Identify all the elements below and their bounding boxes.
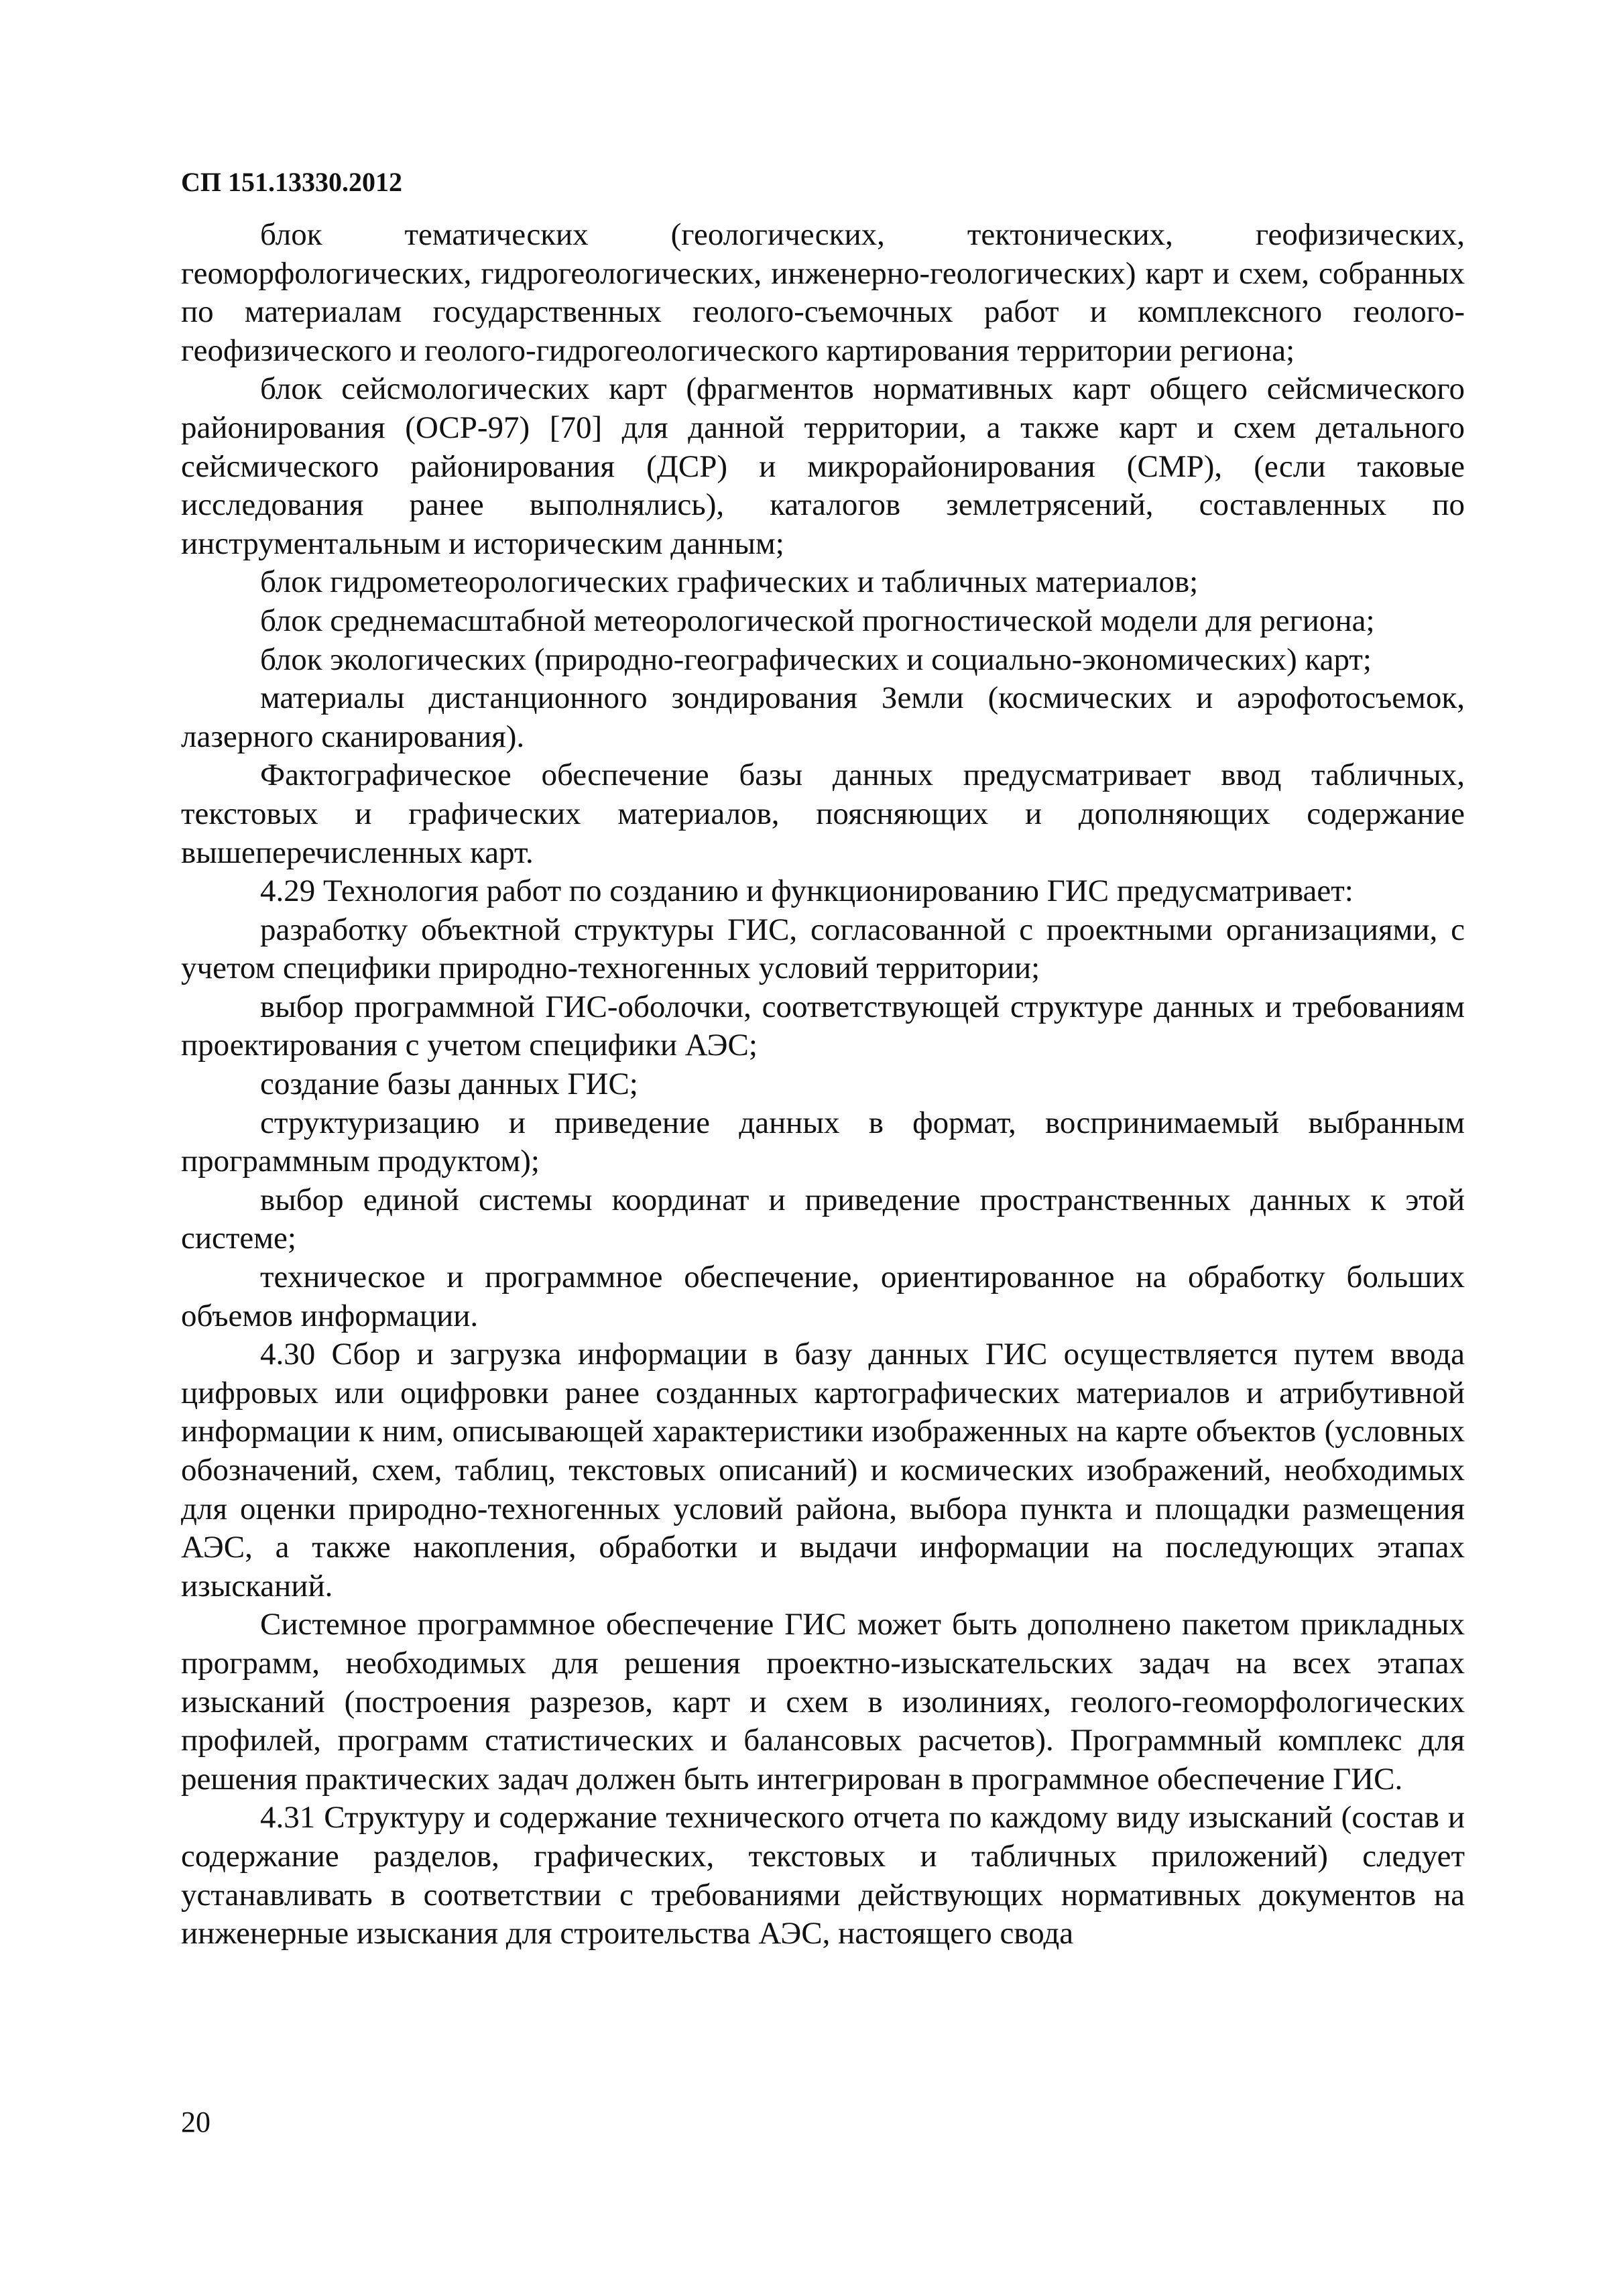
paragraph-system-software: Системное программное обеспечение ГИС может быть дополнено пакетом прикладных программ, необходимых для решения проектно-изыскательских задач на всех этапах изысканий (построения разрезов, карт и схем в изолиниях, геолого-геоморфологических профилей, программ статистических и балансовых расчетов). Программный комплекс для решения практических задач должен быть интегрирован в программное обеспечение ГИС.: [181, 1607, 1465, 1797]
paragraph-section-4-31: 4.31 Структуру и содержание технического отчета по каждому виду изысканий (состав и содержание разделов, графических, текстовых и табличных приложений) следует устанавливать в соответствии с требованиями действующих нормативных документов на инженерные изыскания для строительства АЭС, настоящего свода: [181, 1800, 1465, 1951]
paragraph-ecological-maps-block: блок экологических (природно-географических и социально-экономических) карт;: [260, 642, 1372, 677]
paragraph-factographic-support: Фактографическое обеспечение базы данных предусматривает ввод табличных, текстовых и графических материалов, поясняющих и дополняющих содержание вышеперечисленных карт.: [181, 758, 1465, 870]
paragraph-coordinate-system: выбор единой системы координат и приведение пространственных данных к этой системе;: [181, 1182, 1465, 1256]
paragraph-technical-support: техническое и программное обеспечение, ориентированное на обработку больших объемов информации.: [181, 1260, 1465, 1333]
document-code-header: СП 151.13330.2012: [181, 167, 402, 197]
paragraph-hydrometeorological-block: блок гидрометеорологических графических и табличных материалов;: [260, 564, 1199, 600]
document-body: [181, 216, 1465, 1953]
paragraph-gis-shell-choice: выбор программной ГИС-оболочки, соответствующей структуре данных и требованиям проектирования с учетом специфики АЭС;: [181, 989, 1465, 1063]
paragraph-remote-sensing-materials: материалы дистанционного зондирования Земли (космических и аэрофотосъемок, лазерного сканирования).: [181, 680, 1465, 754]
paragraph-seismological-maps-block: блок сейсмологических карт (фрагментов нормативных карт общего сейсмического районирования (ОСР-97) [70] для данной территории, а также карт и схем детального сейсмического районирования (ДСР) и микрорайонирования (СМР), (если таковые исследования ранее выполнялись), каталогов землетрясений, составленных по инструментальным и историческим данным;: [181, 371, 1465, 561]
page-number: 20: [181, 2106, 211, 2138]
paragraph-thematic-maps-block: блок тематических (геологических, тектонических, геофизических, геоморфологических, гидрогеологических, инженерно-геологических) карт и схем, собранных по материалам государственных геолого-съемочных работ и комплексного геолого-геофизического и геолого-гидрогеологического картирования территории региона;: [181, 217, 1465, 368]
paragraph-section-4-29: 4.29 Технология работ по созданию и функционированию ГИС предусматривает:: [260, 873, 1354, 909]
paragraph-object-structure: разработку объектной структуры ГИС, согласованной с проектными организациями, с учетом специфики природно-техногенных условий территории;: [181, 912, 1465, 986]
paragraph-section-4-30: 4.30 Сбор и загрузка информации в базу данных ГИС осуществляется путем ввода цифровых или оцифровки ранее созданных картографических материалов и атрибутивной информации к ним, описывающей характеристики изображенных на карте объектов (условных обозначений, схем, таблиц, текстовых описаний) и космических изображений, необходимых для оценки природно-техногенных условий района, выбора пункта и площадки размещения АЭС, а также накопления, обработки и выдачи информации на последующих этапах изысканий.: [181, 1337, 1465, 1604]
paragraph-gis-database: создание базы данных ГИС;: [260, 1067, 638, 1102]
paragraph-meteorological-model-block: блок среднемасштабной метеорологической прогностической модели для региона;: [260, 603, 1375, 638]
paragraph-data-structuring: структуризацию и приведение данных в формат, воспринимаемый выбранным программным продуктом);: [181, 1105, 1465, 1179]
